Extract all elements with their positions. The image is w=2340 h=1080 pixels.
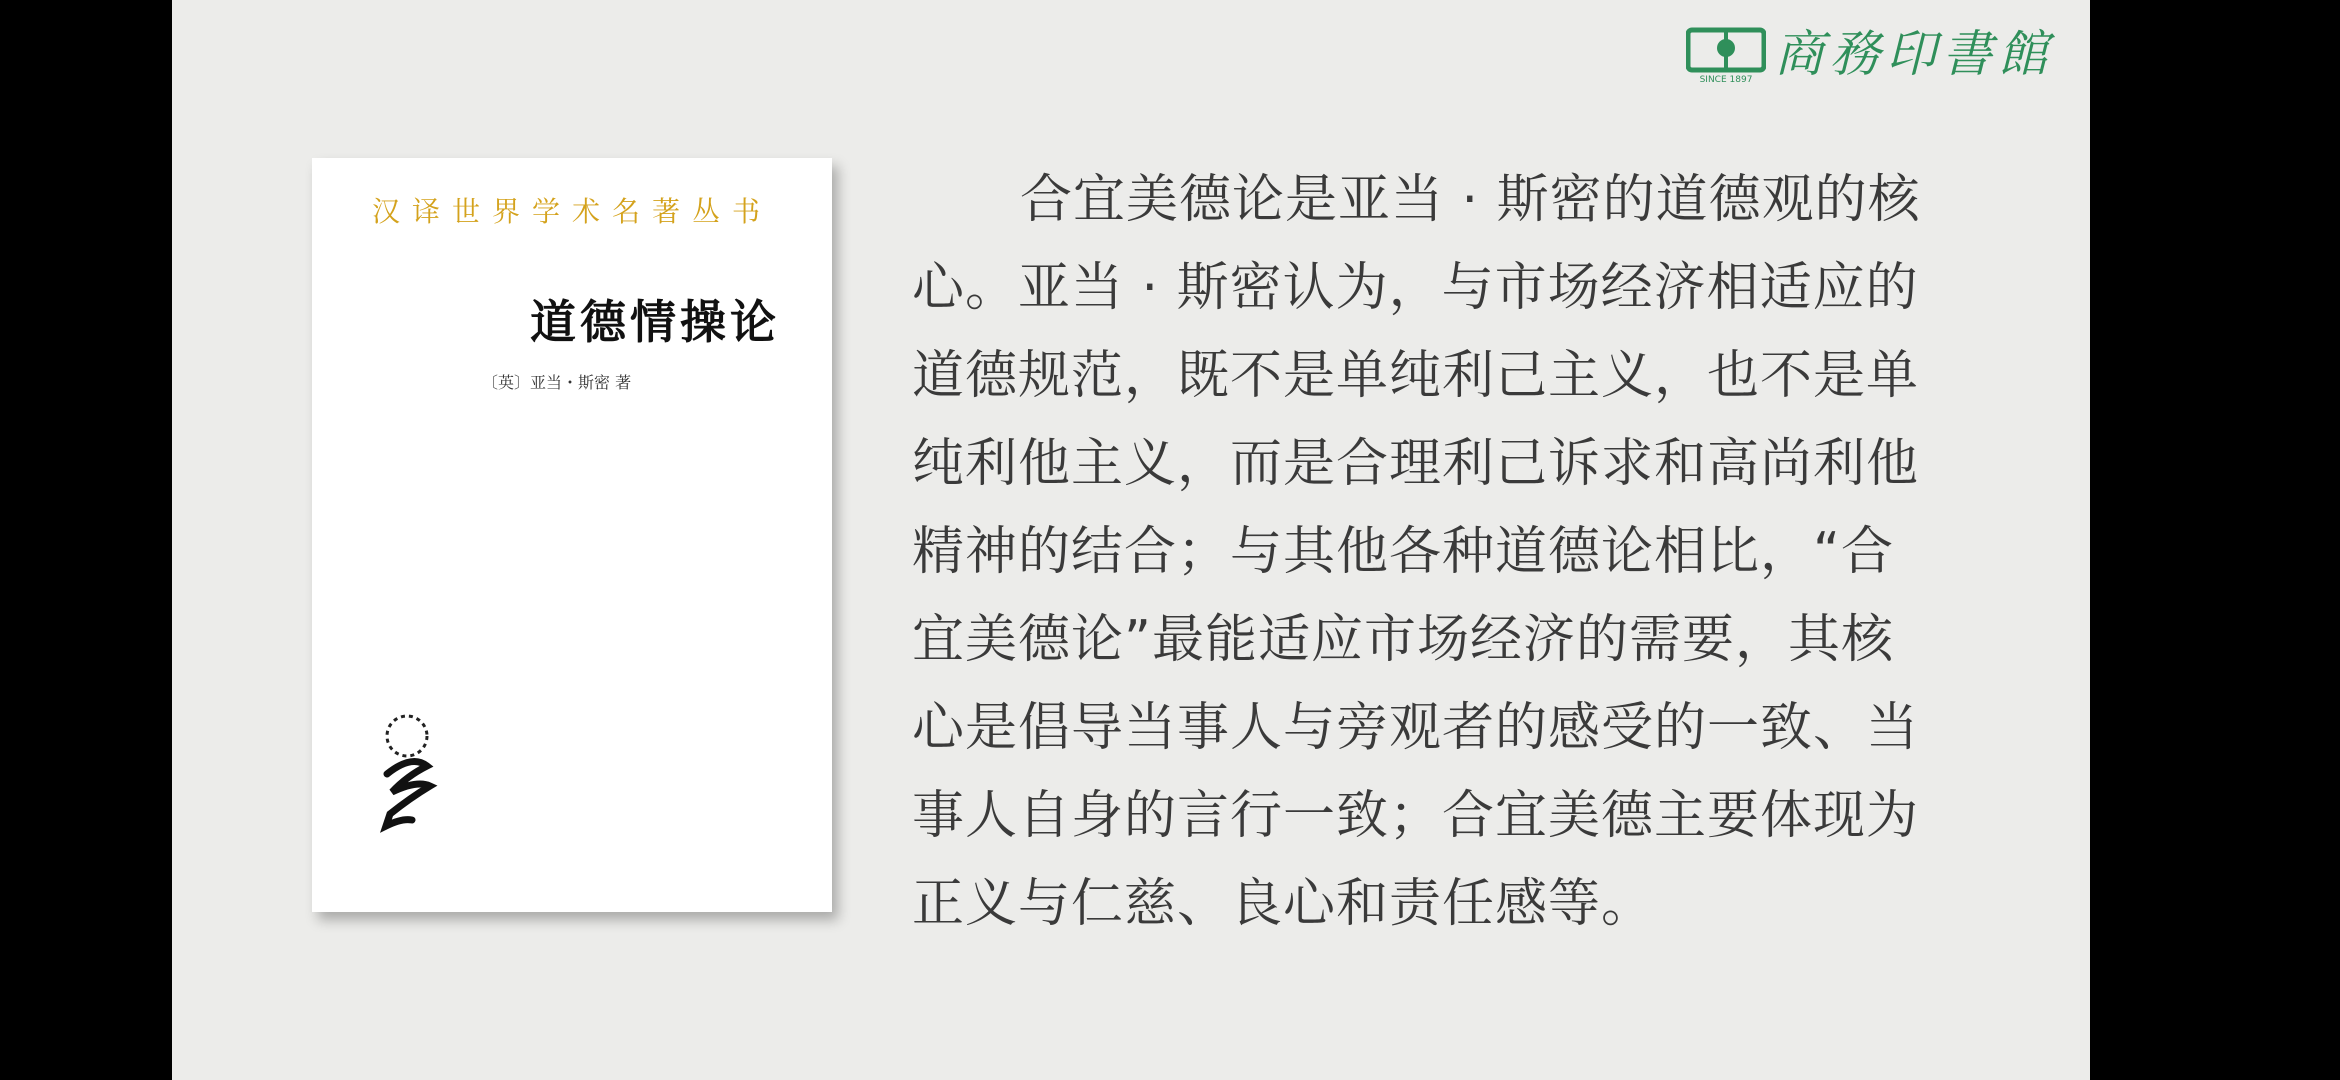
- paragraph: [912, 156, 1922, 948]
- paragraph-line: 合宜美德论是亚当 · 斯密的道德观的核: [1020, 170, 1921, 230]
- paragraph-line: 正义与仁慈、良心和责任感等。: [912, 874, 1655, 934]
- slide: [172, 0, 2090, 1080]
- logo-text: 商務印書館: [1774, 25, 2054, 83]
- paragraph-line: 心。亚当 · 斯密认为，与市场经济相适应的: [912, 258, 1919, 318]
- book-cover: [312, 158, 832, 912]
- publisher-emblem-icon: [372, 714, 442, 834]
- paragraph-line: 心是倡导当事人与旁观者的感受的一致、当: [912, 698, 1920, 758]
- paragraph-line: 事人自身的言行一致；合宜美德主要体现为: [912, 786, 1920, 846]
- book-title: 道德情操论: [530, 295, 780, 349]
- logo-year: SINCE 1897: [1699, 75, 1753, 84]
- publisher-logo: [1686, 20, 2054, 90]
- book-series: 汉译世界学术名著丛书: [371, 195, 772, 228]
- paragraph-line: 道德规范，既不是单纯利己主义，也不是单: [912, 346, 1920, 406]
- paragraph-line: 纯利他主义，而是合理利己诉求和高尚利他: [912, 434, 1920, 494]
- paragraph-line: 宜美德论”最能适应市场经济的需要，其核: [912, 610, 1894, 670]
- book-logo-icon: [1686, 24, 1766, 84]
- book-author: 〔英〕亚当・斯密 著: [482, 373, 632, 392]
- paragraph-line: 精神的结合；与其他各种道德论相比，“合: [912, 522, 1894, 582]
